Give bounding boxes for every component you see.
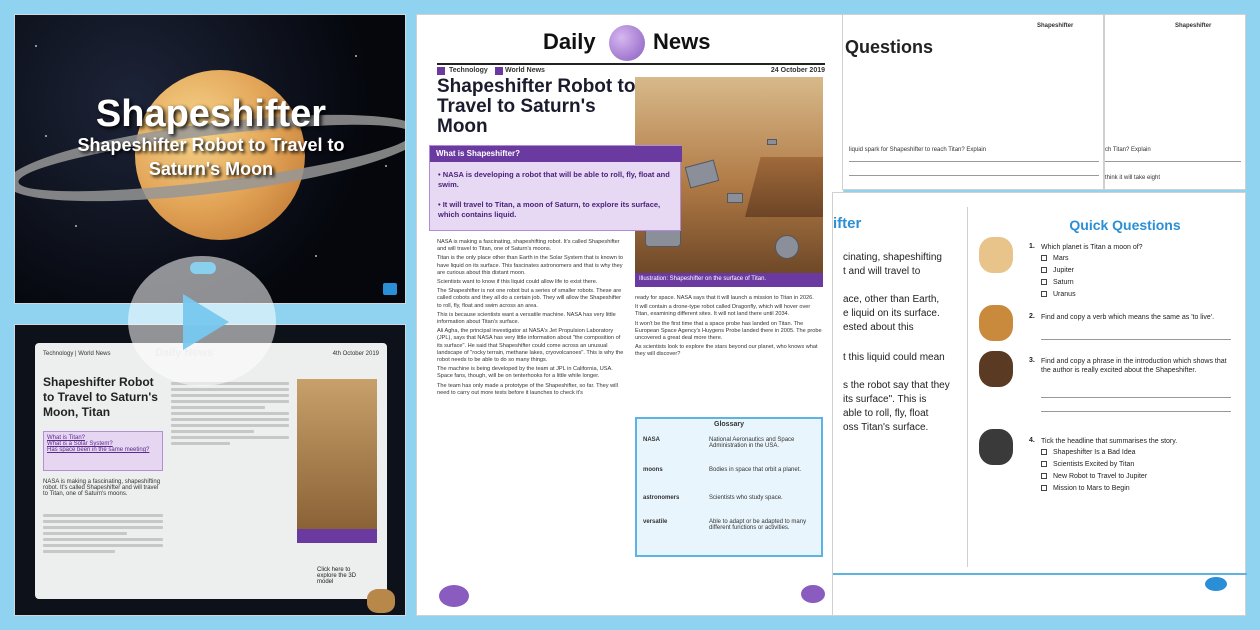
glossary-definition: Bodies in space that orbit a planet. [709, 467, 802, 473]
glossary-title: Glossary [714, 421, 744, 428]
newspaper-page [416, 14, 844, 616]
worksheet-text-line: ested about this [843, 322, 914, 333]
page-tag: Shapeshifter [1037, 23, 1074, 29]
article-paragraph: This is because scientists want a versatile machine. NASA has very little information about Titan's surface. [437, 311, 616, 326]
checkbox-icon[interactable] [1041, 267, 1047, 273]
brand-logo-icon [1205, 577, 1227, 591]
publisher-logo-small-icon [801, 585, 825, 603]
summary-bullet-2: • It will travel to Titan, a moon of Saturn, to explore its surface, which contains liquid. [438, 200, 661, 219]
answer-option[interactable]: New Robot to Travel to Jupiter [1041, 473, 1147, 480]
image-caption: Illustration: Shapeshifter on the surface of Titan. [635, 273, 823, 287]
checkbox-icon[interactable] [1041, 279, 1047, 285]
questions-title: Questions [845, 37, 934, 57]
question-fragment: think it will take eight [1105, 175, 1161, 181]
article-paragraph: It will contain a drone-type robot called Dragonfly, which will hover over Titan, examining different sites. It will not land there until 2034. [635, 304, 811, 318]
article-paragraph: Ali Agha, the principal investigator at NASA's Jet Propulsion Laboratory (JPL), says that NASA has very little information about "the composition of its surface". He said that Shapeshifter could come across an unusual landscape of "rocky terrain, methane lakes, cryovolcanoes". This is why the robot needs to be able to do so many things. [437, 328, 624, 364]
article-column-1 [437, 239, 627, 589]
dog-mascot-icon [367, 589, 395, 613]
world-news-tag-icon [495, 67, 503, 75]
dog-icon [979, 351, 1013, 387]
worksheet-text-line: its surface". This is [843, 394, 927, 405]
summary-box-title: What is Shapeshifter? [430, 146, 682, 162]
checkbox-icon[interactable] [1041, 485, 1047, 491]
quick-questions-worksheet [832, 192, 1246, 616]
slide-date: 4th October 2019 [332, 351, 379, 357]
tag-world-news: World News [505, 67, 545, 74]
masthead-rule [437, 63, 825, 65]
masthead-globe-icon [609, 25, 645, 61]
slide-subtitle: Shapeshifter Robot to Travel to Saturn's Moon [77, 135, 345, 179]
glossary-definition: Able to adapt or be adapted to many different functions or activities. [709, 519, 807, 531]
slide-title: Shapeshifter [95, 93, 327, 135]
slide-tags: Technology | World News [43, 351, 111, 357]
article-paragraph: The machine is being developed by the team at JPL in California, USA. Space fans, though, will be on tenterhooks for a little while longer. [437, 366, 613, 380]
checkbox-icon[interactable] [1041, 291, 1047, 297]
worksheet-text-line: t and will travel to [843, 266, 921, 277]
article-paragraph: Scientists want to know if this liquid could allow life to exist there. [437, 279, 598, 286]
explore-3d-link[interactable]: Click here to explore the 3D model [317, 567, 357, 585]
speech-bubble-icon [190, 262, 216, 274]
article-paragraph: Titan is the only place other than Earth in the Solar System that is known to have liquid on its surface. This fascinates astronomers and that is why they are curious about this distant moon. [437, 255, 624, 276]
glossary-box [635, 417, 823, 557]
worksheet-text-line: cinating, shapeshifting [843, 252, 942, 263]
glossary-term: moons Bodies in space that orbit a planet. [643, 467, 663, 473]
worksheet-text-line: s the robot say that they [843, 380, 950, 391]
play-icon [183, 294, 229, 350]
brand-logo-icon [383, 283, 397, 295]
answer-option[interactable]: Mission to Mars to Begin [1041, 485, 1130, 492]
worksheet-text-line: t this liquid could mean [843, 352, 945, 363]
checkbox-icon[interactable] [1041, 473, 1047, 479]
article-paragraph: The team has only made a prototype of the Shapeshifter, so far. They will need to carry out more tests before it launches to check it's [437, 382, 618, 396]
article-paragraph: ready for space. NASA says that it will launch a mission to Titan in 2026. [635, 295, 814, 301]
worksheet-text-line: e liquid on its surface. [843, 308, 940, 319]
question-2: Find and copy a verb which means the same as 'to live'. [1041, 314, 1215, 321]
glossary-definition: National Aeronautics and Space Administration in the USA. [709, 437, 795, 449]
question-number: 4. [1029, 437, 1035, 444]
article-date: 24 October 2019 [770, 67, 825, 74]
article-paragraph: As scientists look to explore the stars beyond our planet, who knows what they will discover? [635, 344, 818, 358]
masthead-news: News [653, 29, 711, 54]
question-fragment: liquid spark for Shapeshifter to reach Titan? Explain [849, 147, 987, 153]
article-paragraph: NASA is making a fascinating, shapeshifting robot. It's called Shapeshifter and will travel to Titan, one of Saturn's moons. [437, 239, 620, 253]
summary-bullet-1: • NASA is developing a robot that will be able to roll, fly, float and swim. [438, 170, 670, 189]
questions-page-2 [1104, 14, 1246, 190]
slide-titan-image [297, 379, 377, 529]
page-tag: Shapeshifter [1175, 23, 1212, 29]
link-what-is-titan[interactable]: What is Titan? [47, 435, 86, 441]
question-4: Tick the headline that summarises the story. [1041, 438, 1178, 445]
publisher-logo-icon [439, 585, 469, 607]
question-1: Which planet is Titan a moon of? [1041, 244, 1143, 251]
question-number: 2. [1029, 313, 1035, 320]
glossary-term: astronomers Scientists who study space. [643, 495, 679, 501]
slide-intro: NASA is making a fascinating, shapeshifting robot. It's called Shapeshifter and will travel to Titan, one of Saturn's moons. [43, 479, 161, 497]
masthead-daily: Daily [543, 29, 596, 54]
slide-headline: Shapeshifter Robot to Travel to Saturn's Moon, Titan [43, 375, 158, 419]
answer-line[interactable] [1041, 411, 1231, 412]
article-paragraph: The Shapeshifter is not one robot but a series of smaller robots. These are called cobots and they all do a certain job. They will allow the Shapeshifter to roll, fly, float and swim across an area. [437, 288, 622, 309]
article-headline: Shapeshifter Robot to Travel to Saturn's Moon [437, 76, 636, 137]
answer-option[interactable]: Shapeshifter Is a Bad Idea [1041, 449, 1136, 456]
technology-tag-icon [437, 67, 445, 75]
glossary-definition: Scientists who study space. [709, 495, 783, 501]
questions-page [842, 14, 1104, 190]
footer-rule [833, 573, 1247, 575]
article-paragraph: It won't be the first time that a space probe has landed on Titan. The European Space Agency's Huygens Probe landed there in 2005. The probe uncovered a great deal more there. [635, 320, 822, 342]
answer-option[interactable]: Saturn [1041, 279, 1074, 286]
worksheet-text-line: ace, other than Earth, [843, 294, 940, 305]
answer-option[interactable]: Uranus [1041, 291, 1076, 298]
worksheet-text-line: oss Titan's surface. [843, 422, 929, 433]
article-column-2 [635, 295, 825, 415]
dog-icon [979, 305, 1013, 341]
link-solar-system[interactable]: What is a Solar System? [47, 441, 113, 447]
slide-caption-bar [297, 529, 377, 543]
answer-option[interactable]: Mars [1041, 255, 1069, 262]
worksheet-left-title: ifter [833, 215, 862, 232]
worksheet-text-line: able to roll, fly, float [843, 408, 929, 419]
question-fragment: ch Titan? Explain [1105, 147, 1151, 153]
question-number: 3. [1029, 357, 1035, 364]
quick-questions-title: Quick Questions [1069, 217, 1181, 233]
play-button[interactable] [128, 256, 276, 386]
checkbox-icon[interactable] [1041, 449, 1047, 455]
answer-option[interactable]: Jupiter [1041, 267, 1074, 274]
summary-box [429, 145, 681, 231]
answer-option[interactable]: Scientists Excited by Titan [1041, 461, 1134, 468]
checkbox-icon[interactable] [1041, 255, 1047, 261]
question-3: Find and copy a phrase in the introduction which shows that the author is really excited about the Shapeshifter. [1041, 358, 1227, 374]
link-space-meeting[interactable]: Has space been in the same meeting? [47, 447, 150, 453]
question-number: 1. [1029, 243, 1035, 250]
tag-technology: Technology [449, 67, 488, 74]
masthead [417, 21, 845, 61]
checkbox-icon[interactable] [1041, 461, 1047, 467]
answer-line[interactable] [1041, 339, 1231, 340]
slide-link-box [43, 431, 163, 471]
answer-line[interactable] [1041, 397, 1231, 398]
dog-icon [979, 429, 1013, 465]
glossary-term: versatile Able to adapt or be adapted to many different functions or activities. [643, 519, 667, 525]
glossary-term: NASA National Aeronautics and Space Administration in the USA. [643, 437, 660, 443]
dog-icon [979, 237, 1013, 273]
column-divider [967, 207, 968, 567]
